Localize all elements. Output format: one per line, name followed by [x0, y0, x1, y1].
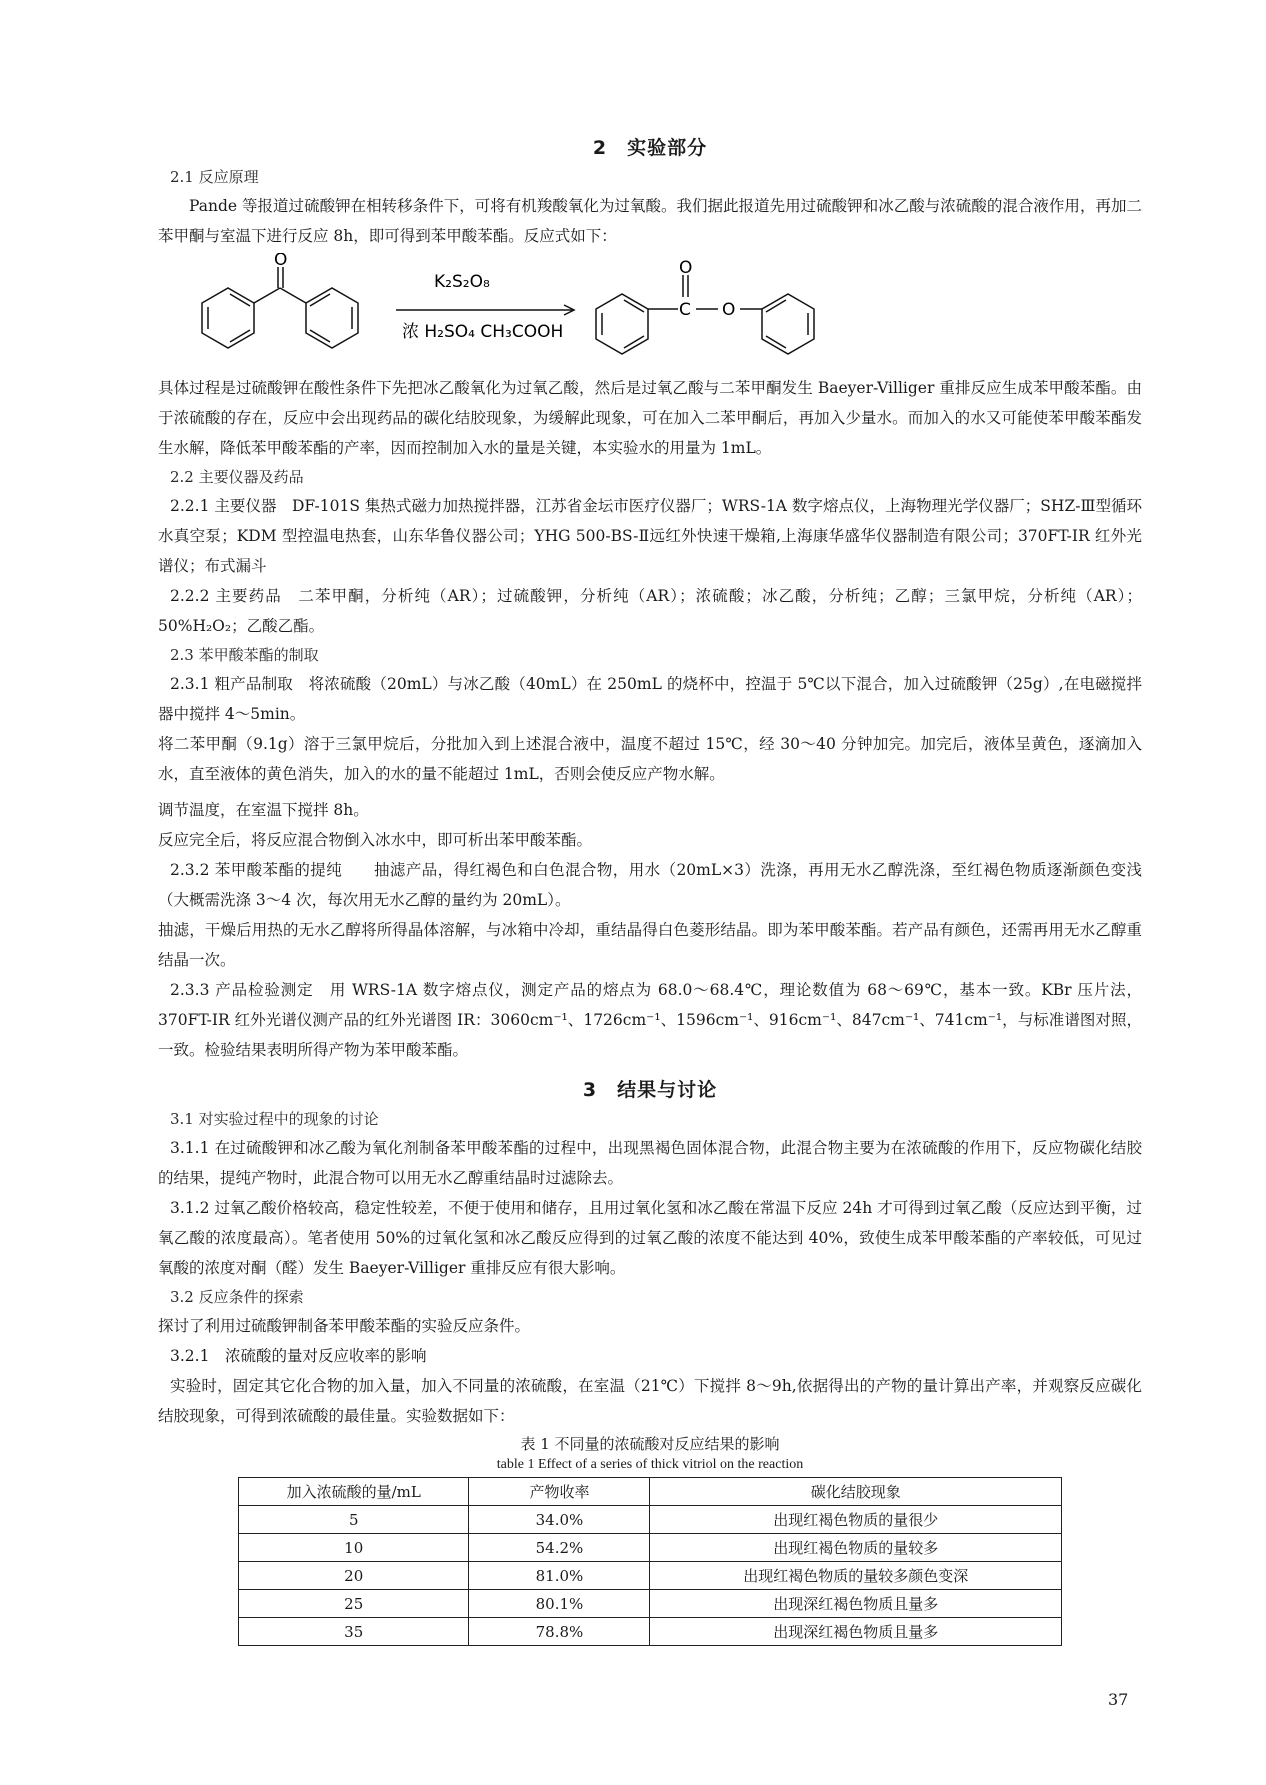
main-column [158, 133, 1142, 1646]
paragraph-2-3-1: 2.3.1 粗产品制取 将浓硫酸（20mL）与冰乙酸（40mL）在 250mL 的烧杯中，控温于 5℃以下混合，加入过硫酸钾（25g）,在电磁搅拌器中搅拌 4～5min。 [158, 675, 1142, 723]
table-cell: 出现深红褐色物质且量多 [650, 1590, 1062, 1618]
reaction-diagram [166, 253, 986, 369]
paragraph-2-1-b: 具体过程是过硫酸钾在酸性条件下先把冰乙酸氧化为过氧乙酸，然后是过氧乙酸与二苯甲酮发生 Baeyer-Villiger 重排反应生成苯甲酸苯酯。由于浓硫酸的存在，反应中会出现药品的碳化结胶现象，为缓解此现象，可在加入二苯甲酮后，再加入少量水。而加入的水又可能使苯甲酸苯酯发生水解，降低苯甲酸苯酯的产率，因而控制加入水的量是关键，本实验水的用量为 1mL。 [158, 379, 1142, 457]
table-cell: 10 [239, 1534, 469, 1562]
subsection-title-2-1: 2.1 反应原理 [170, 168, 259, 186]
subsection-title-3-2: 3.2 反应条件的探索 [170, 1288, 304, 1306]
table-cell: 20 [239, 1562, 469, 1590]
table-row [239, 1506, 1062, 1534]
table-cell: 80.1% [469, 1590, 650, 1618]
table-row [239, 1618, 1062, 1646]
table-1 [238, 1477, 1062, 1646]
paragraph-2-3-1-c: 调节温度，在室温下搅拌 8h。 [158, 801, 369, 819]
reaction-atom-c: C [679, 300, 691, 320]
subsection-title-2-2: 2.2 主要仪器及药品 [170, 468, 304, 486]
table-cell: 出现红褐色物质的量较多 [650, 1534, 1062, 1562]
table-cell: 34.0% [469, 1506, 650, 1534]
table-row [239, 1562, 1062, 1590]
reaction-atom-o-carbonyl: O [679, 258, 693, 278]
paragraph-2-2-1: 2.2.1 主要仪器 DF-101S 集热式磁力加热搅拌器，江苏省金坛市医疗仪器厂；WRS-1A 数字熔点仪，上海物理光学仪器厂；SHZ-Ⅲ型循环水真空泵；KDM 型控温电热套，山东华鲁仪器公司；YHG 500-BS-Ⅱ远红外快速干燥箱,上海康华盛华仪器制造有限公司；370FT-IR 红外光谱仪；布式漏斗 [158, 497, 1142, 575]
reaction-scheme [158, 253, 1142, 369]
reaction-reagent-bottom: 浓 H₂SO₄ CH₃COOH [402, 322, 564, 342]
table-caption-en: table 1 Effect of a series of thick vitriol on the reaction [496, 1457, 804, 1472]
table-row [239, 1534, 1062, 1562]
paragraph-3-1-2: 3.1.2 过氧乙酸价格较高，稳定性较差，不便于使用和储存，且用过氧化氢和冰乙酸在常温下反应 24h 才可得到过氧乙酸（反应达到平衡，过氧乙酸的浓度最高）。笔者使用 50%的过氧化氢和冰乙酸反应得到的过氧乙酸的浓度不能达到 40%，致使生成苯甲酸苯酯的产率较低，可见过氧酸的浓度对酮（醛）发生 Baeyer-Villiger 重排反应有很大影响。 [158, 1199, 1142, 1277]
table-cell: 81.0% [469, 1562, 650, 1590]
table-cell: 54.2% [469, 1534, 650, 1562]
table-cell: 出现红褐色物质的量很少 [650, 1506, 1062, 1534]
page-number: 37 [1108, 1690, 1129, 1709]
table-caption-cn: 表 1 不同量的浓硫酸对反应结果的影响 [520, 1435, 780, 1453]
table-cell: 25 [239, 1590, 469, 1618]
reaction-reagent-top: K₂S₂O₈ [434, 272, 490, 292]
paragraph-3-1-1: 3.1.1 在过硫酸钾和冰乙酸为氧化剂制备苯甲酸苯酯的过程中，出现黑褐色固体混合物，此混合物主要为在浓硫酸的作用下，反应物碳化结胶的结果，提纯产物时，此混合物可以用无水乙醇重结晶时过滤除去。 [158, 1139, 1142, 1187]
benzene-ring-4 [762, 294, 814, 354]
table-cell: 5 [239, 1506, 469, 1534]
table-cell: 78.8% [469, 1618, 650, 1646]
reaction-atom-o-left: O [274, 253, 288, 270]
table-header-cell: 碳化结胶现象 [650, 1478, 1062, 1506]
paragraph-2-3-3: 2.3.3 产品检验测定 用 WRS-1A 数字熔点仪，测定产品的熔点为 68.0～68.4℃，理论数值为 68～69℃，基本一致。KBr 压片法，370FT-IR 红外光谱仪测产品的红外光谱图 IR：3060cm⁻¹、1726cm⁻¹、1596cm⁻¹、916cm⁻¹、847cm⁻¹、741cm⁻¹，与标准谱图对照，一致。检验结果表明所得产物为苯甲酸苯酯。 [158, 981, 1142, 1059]
benzene-ring-1 [202, 288, 254, 348]
table-cell: 出现深红褐色物质且量多 [650, 1618, 1062, 1646]
benzene-ring-3 [596, 294, 648, 354]
table-cell: 出现红褐色物质的量较多颜色变深 [650, 1562, 1062, 1590]
paragraph-2-3-2: 2.3.2 苯甲酸苯酯的提纯 抽滤产品，得红褐色和白色混合物，用水（20mL×3）洗涤，再用无水乙醇洗涤，至红褐色物质逐渐颜色变浅（大概需洗涤 3～4 次，每次用无水乙醇的量约为 20mL）。 [158, 861, 1142, 909]
paragraph-2-3-1-d: 反应完全后，将反应混合物倒入冰水中，即可析出苯甲酸苯酯。 [158, 831, 593, 849]
paragraph-3-2-1-title: 3.2.1 浓硫酸的量对反应收率的影响 [170, 1347, 427, 1365]
reaction-atom-o-ester: O [722, 300, 736, 320]
table-row [239, 1590, 1062, 1618]
table-header-row [239, 1478, 1062, 1506]
subsection-title-2-3: 2.3 苯甲酸苯酯的制取 [170, 646, 319, 664]
paragraph-2-1-a: Pande 等报道过硫酸钾在相转移条件下，可将有机羧酸氧化为过氧酸。我们据此报道先用过硫酸钾和冰乙酸与浓硫酸的混合液作用，再加二苯甲酮与室温下进行反应 8h，即可得到苯甲酸苯酯。反应式如下： [158, 197, 1142, 245]
paragraph-2-3-1-b: 将二苯甲酮（9.1g）溶于三氯甲烷后，分批加入到上述混合液中，温度不超过 15℃，经 30～40 分钟加完。加完后，液体呈黄色，逐滴加入水，直至液体的黄色消失，加入的水的量不能超过 1mL，否则会使反应产物水解。 [158, 735, 1142, 783]
paragraph-2-2-2: 2.2.2 主要药品 二苯甲酮，分析纯（AR）；过硫酸钾，分析纯（AR）；浓硫酸；冰乙酸，分析纯；乙醇；三氯甲烷，分析纯（AR）；50%H₂O₂；乙酸乙酯。 [158, 587, 1142, 635]
paragraph-3-2-a: 探讨了利用过硫酸钾制备苯甲酸苯酯的实验反应条件。 [158, 1317, 531, 1335]
subsection-title-3-1: 3.1 对实验过程中的现象的讨论 [170, 1110, 379, 1128]
table-header-cell: 加入浓硫酸的量/mL [239, 1478, 469, 1506]
table-cell: 35 [239, 1618, 469, 1646]
paragraph-2-3-2-b: 抽滤，干燥后用热的无水乙醇将所得晶体溶解，与冰箱中冷却，重结晶得白色菱形结晶。即为苯甲酸苯酯。若产品有颜色，还需再用无水乙醇重结晶一次。 [158, 921, 1142, 969]
section-heading-2: 2 实验部分 [592, 137, 708, 159]
paragraph-3-2-1: 实验时，固定其它化合物的加入量，加入不同量的浓硫酸，在室温（21℃）下搅拌 8～9h,依据得出的产物的量计算出产率，并观察反应碳化结胶现象，可得到浓硫酸的最佳量。实验数据如下： [158, 1377, 1142, 1425]
section-heading-3: 3 结果与讨论 [582, 1079, 718, 1101]
table-header-cell: 产物收率 [469, 1478, 650, 1506]
benzene-ring-2 [306, 288, 358, 348]
